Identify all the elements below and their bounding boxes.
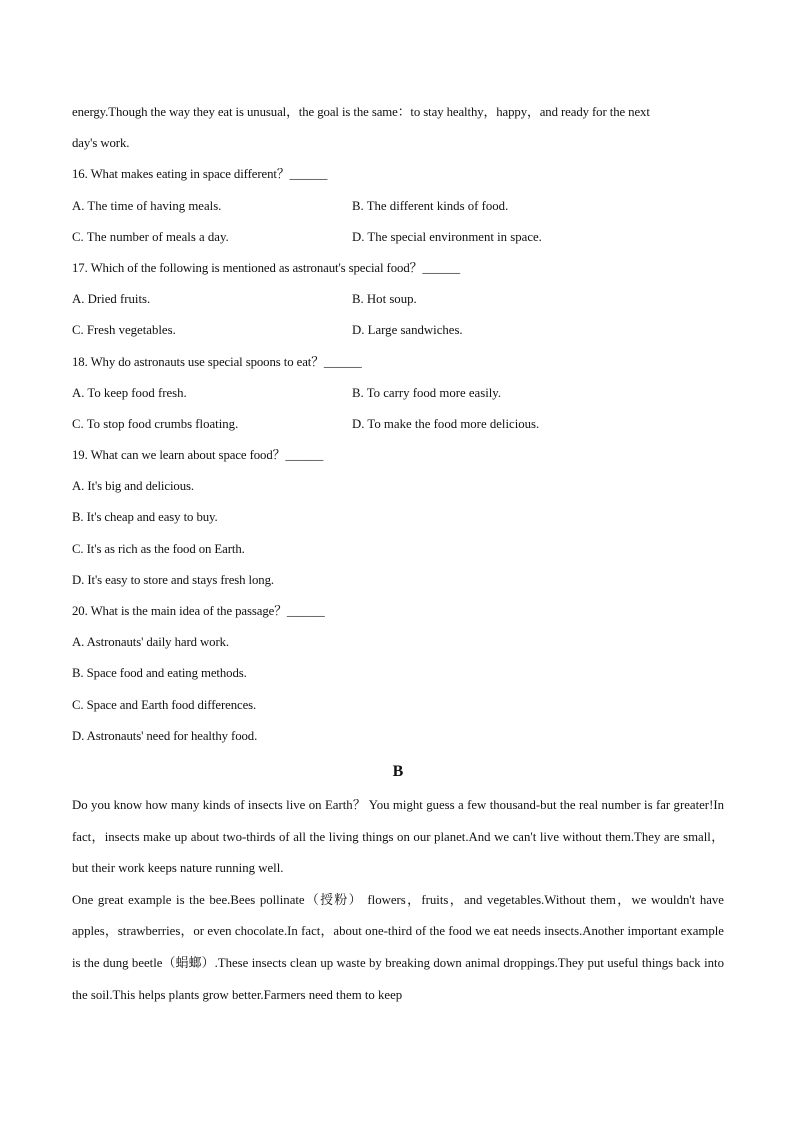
question-19-option-c: C. It's as rich as the food on Earth. [72, 541, 245, 556]
question-18-option-d: D. To make the food more delicious. [352, 416, 540, 431]
section-b-title: B [392, 762, 404, 780]
question-17-option-b: B. Hot soup. [352, 292, 417, 307]
question-18-stem: 18. Why do astronauts use special spoons to eat？______ [72, 354, 362, 369]
question-18-options-row-2 [72, 409, 724, 440]
question-20-option-a: A. Astronauts' daily hard work. [72, 635, 230, 650]
question-19-stem: 19. What can we learn about space food？______ [72, 448, 324, 463]
question-20-option-d: D. Astronauts' need for healthy food. [72, 728, 258, 743]
question-20-option-c: C. Space and Earth food differences. [72, 697, 257, 712]
question-17-options-row-1 [72, 284, 724, 315]
page-content [72, 97, 724, 1011]
intro-line-1: energy.Though the way they eat is unusual，the goal is the same：to stay healthy，happy，and ready for the next [72, 105, 650, 119]
question-16-stem: 16. What makes eating in space different？______ [72, 167, 328, 182]
section-b-paragraph-1: Do you know how many kinds of insects live on Earth？ You might guess a few thousand-but the real number is far greater!In fact，insects make up about two-thirds of all the living things on our planet.And we can't live without them.They are small，but their work keeps nature running well. [72, 797, 724, 876]
section-b-paragraph-2: One great example is the bee.Bees pollinate（授粉） flowers，fruits，and vegetables.Without them，we wouldn't have apples，strawberries，or even chocolate.In fact，about one-third of the food we eat needs insects.Another important example is the dung beetle（蜎螂）.These insects clean up waste by breaking down animal droppings.They put useful things back into the soil.This helps plants grow better.Farmers need them to keep [72, 892, 724, 1002]
question-18-option-b: B. To carry food more easily. [352, 385, 502, 400]
question-16-option-c: C. The number of meals a day. [72, 229, 229, 244]
question-19-option-b: B. It's cheap and easy to buy. [72, 510, 218, 525]
question-16-options-row-1 [72, 191, 724, 222]
question-18-option-a: A. To keep food fresh. [72, 385, 187, 400]
question-17-options-row-2 [72, 315, 724, 346]
question-16-option-a: A. The time of having meals. [72, 198, 222, 213]
question-18-options-row-1 [72, 378, 724, 409]
question-16-options-row-2 [72, 222, 724, 253]
question-17-option-c: C. Fresh vegetables. [72, 323, 176, 338]
question-17-option-d: D. Large sandwiches. [352, 323, 463, 338]
question-16-option-b: B. The different kinds of food. [352, 198, 509, 213]
question-19-option-d: D. It's easy to store and stays fresh long. [72, 572, 275, 587]
question-18-option-c: C. To stop food crumbs floating. [72, 416, 239, 431]
intro-line-2: day's work. [72, 136, 130, 151]
question-17-stem: 17. Which of the following is mentioned as astronaut's special food？______ [72, 260, 461, 275]
question-17-option-a: A. Dried fruits. [72, 292, 151, 307]
question-19-option-a: A. It's big and delicious. [72, 479, 194, 494]
question-20-stem: 20. What is the main idea of the passage？______ [72, 604, 325, 618]
question-16-option-d: D. The special environment in space. [352, 229, 542, 244]
question-20-option-b: B. Space food and eating methods. [72, 666, 247, 681]
